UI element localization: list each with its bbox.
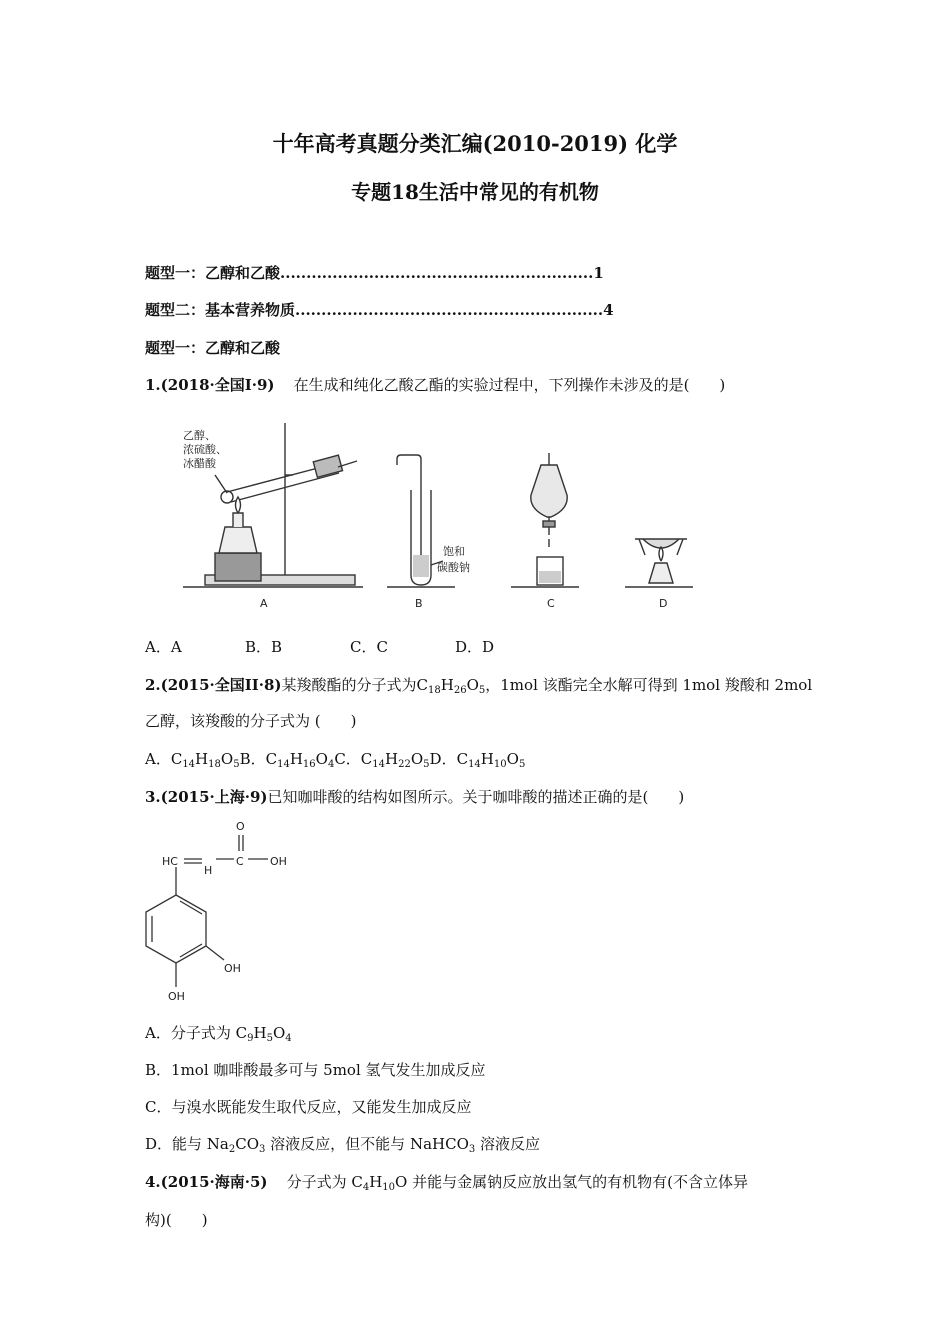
document-subtitle: 专题18生活中常见的有机物 bbox=[351, 180, 599, 204]
question-source: 2.(2015·全国II·8) bbox=[145, 676, 282, 694]
subscript: 5 bbox=[478, 685, 486, 696]
atom-o-top: O bbox=[236, 820, 245, 833]
toc-dots: ........................................................... bbox=[295, 301, 604, 319]
atom-c-carbonyl: C bbox=[236, 855, 244, 868]
label-solution-2: 碳酸钠 bbox=[437, 561, 470, 574]
subscript: 4 bbox=[327, 759, 335, 770]
option-text: A．C bbox=[145, 750, 183, 768]
subscript: 26 bbox=[453, 685, 467, 696]
subscript: 5 bbox=[266, 1033, 273, 1044]
question-stem: 已知咖啡酸的结构如图所示。关于咖啡酸的描述正确的是( ) bbox=[267, 788, 685, 806]
option-text: O bbox=[410, 750, 424, 768]
panel-label-a: A bbox=[260, 597, 268, 610]
subscript: 22 bbox=[398, 759, 411, 770]
subscript: 5 bbox=[518, 759, 526, 770]
stem-part: 分子式为 C bbox=[286, 1173, 363, 1191]
subscript: 3 bbox=[468, 1144, 476, 1155]
subscript: 9 bbox=[247, 1033, 254, 1044]
option-text: D．能与 Na bbox=[145, 1135, 229, 1153]
stem-part: O bbox=[395, 1173, 408, 1191]
caffeic-acid-structure bbox=[140, 815, 310, 1010]
subscript: 14 bbox=[372, 759, 386, 770]
subscript: 5 bbox=[423, 759, 430, 770]
stem-part: ，1mol 该酯完全水解可得到 1mol 羧酸和 2mol bbox=[485, 676, 813, 694]
toc-label: 题型二：基本营养物质 bbox=[145, 301, 296, 319]
panel-label-d: D bbox=[659, 597, 668, 610]
option-text: O bbox=[220, 750, 234, 768]
toc-page: 4 bbox=[603, 301, 614, 319]
subscript: 4 bbox=[285, 1033, 292, 1044]
option-text: 溶液反应 bbox=[475, 1135, 541, 1153]
q2-option-c[interactable] bbox=[334, 750, 429, 768]
q1-option-b[interactable]: B．B bbox=[245, 638, 283, 656]
option-text: O bbox=[315, 750, 328, 768]
subscript: 2 bbox=[228, 1144, 236, 1155]
question-4-line2: 构)( ) bbox=[145, 1211, 208, 1229]
option-text: H bbox=[253, 1024, 267, 1042]
stem-part: 并能与金属钠反应放出氢气的有机物有(不含立体异 bbox=[407, 1173, 748, 1191]
atom-oh-para: OH bbox=[168, 990, 185, 1003]
apparatus-figure bbox=[175, 415, 705, 615]
q3-option-b[interactable]: B．1mol 咖啡酸最多可与 5mol 氢气发生加成反应 bbox=[145, 1061, 486, 1079]
q1-option-a[interactable]: A．A bbox=[145, 638, 182, 656]
toc-entry-2[interactable] bbox=[145, 299, 614, 320]
option-text: 溶液反应，但不能与 NaHCO bbox=[265, 1135, 469, 1153]
question-2-line2: 乙醇，该羧酸的分子式为 ( ) bbox=[145, 712, 357, 730]
atom-hc: HC bbox=[162, 855, 178, 868]
toc-entry-1[interactable] bbox=[145, 262, 604, 283]
q1-options bbox=[145, 636, 494, 657]
option-text: C．C bbox=[334, 750, 373, 768]
question-1 bbox=[145, 374, 725, 395]
atom-oh-acid: OH bbox=[270, 855, 287, 868]
atom-h: H bbox=[204, 864, 213, 877]
stem-part: H bbox=[369, 1173, 383, 1191]
subscript: 5 bbox=[233, 759, 240, 770]
toc-dots: ............................................................ bbox=[280, 264, 594, 282]
question-3 bbox=[145, 786, 684, 807]
option-text: B．C bbox=[239, 750, 278, 768]
question-source: 4.(2015·海南·5) bbox=[145, 1173, 268, 1191]
option-text: CO bbox=[235, 1135, 260, 1153]
stem-part: 某羧酸酯的分子式为C bbox=[281, 676, 429, 694]
q2-option-d[interactable] bbox=[430, 750, 526, 768]
subscript: 18 bbox=[208, 759, 221, 770]
option-text: H bbox=[289, 750, 303, 768]
stem-part: O bbox=[466, 676, 479, 694]
label-reagent-3: 冰醋酸 bbox=[183, 457, 216, 470]
option-text: H bbox=[195, 750, 209, 768]
q3-option-c[interactable]: C．与溴水既能发生取代反应，又能发生加成反应 bbox=[145, 1098, 472, 1116]
option-text: O bbox=[506, 750, 519, 768]
label-solution-1: 饱和 bbox=[443, 545, 465, 558]
panel-label-c: C bbox=[547, 597, 555, 610]
label-reagent-2: 浓硫酸、 bbox=[183, 443, 227, 456]
option-text: A．分子式为 C bbox=[145, 1024, 248, 1042]
subscript: 4 bbox=[362, 1182, 370, 1193]
subscript: 14 bbox=[277, 759, 290, 770]
stem-part: H bbox=[440, 676, 454, 694]
panel-label-b: B bbox=[415, 597, 423, 610]
q3-option-d[interactable] bbox=[145, 1133, 540, 1154]
section-heading: 题型一：乙醇和乙酸 bbox=[145, 339, 281, 357]
q3-option-a[interactable] bbox=[145, 1022, 292, 1043]
q2-option-b[interactable] bbox=[240, 750, 335, 768]
q2-option-a[interactable] bbox=[145, 750, 240, 768]
document-title: 十年高考真题分类汇编(2010-2019) 化学 bbox=[272, 131, 678, 156]
question-source: 3.(2015·上海·9) bbox=[145, 788, 268, 806]
question-stem: 在生成和纯化乙酸乙酯的实验过程中，下列操作未涉及的是( ) bbox=[293, 376, 726, 394]
subscript: 14 bbox=[182, 759, 196, 770]
subscript: 10 bbox=[493, 759, 507, 770]
toc-label: 题型一：乙醇和乙酸 bbox=[145, 264, 281, 282]
atom-oh-meta: OH bbox=[224, 962, 241, 975]
question-source: 1.(2018·全国I·9) bbox=[145, 376, 275, 394]
q1-option-d[interactable]: D．D bbox=[455, 638, 495, 656]
subscript: 14 bbox=[468, 759, 481, 770]
option-text: D．C bbox=[429, 750, 469, 768]
subscript: 10 bbox=[382, 1182, 396, 1193]
subscript: 3 bbox=[259, 1144, 266, 1155]
q1-option-c[interactable]: C．C bbox=[350, 638, 388, 656]
subscript: 16 bbox=[302, 759, 316, 770]
option-text: O bbox=[272, 1024, 286, 1042]
q2-options bbox=[145, 748, 525, 769]
question-4 bbox=[145, 1171, 748, 1192]
toc-page: 1 bbox=[593, 264, 604, 282]
question-2 bbox=[145, 674, 812, 695]
option-text: H bbox=[480, 750, 494, 768]
label-reagent-1: 乙醇、 bbox=[183, 429, 216, 442]
option-text: H bbox=[385, 750, 399, 768]
subscript: 18 bbox=[428, 685, 441, 696]
